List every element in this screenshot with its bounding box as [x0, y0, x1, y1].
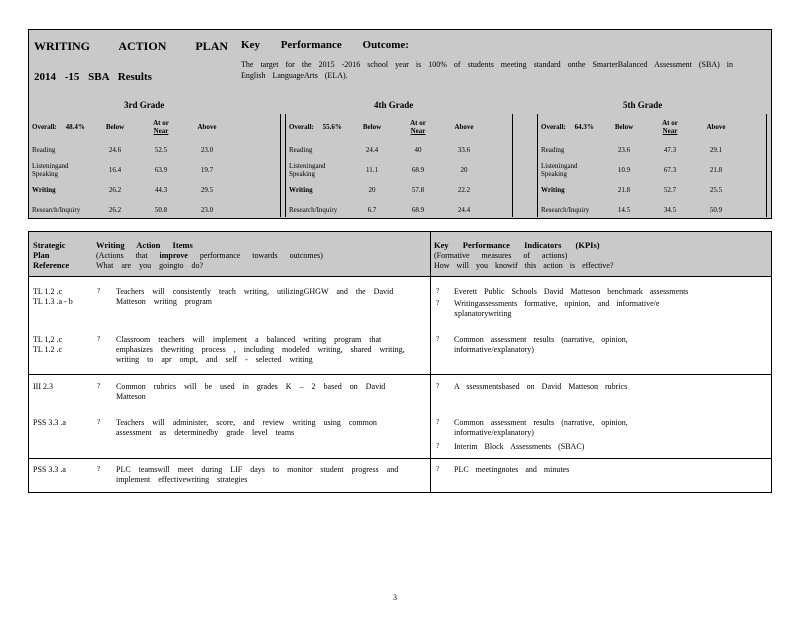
at-or-near-line2: Near — [153, 127, 169, 135]
grade-table-row — [286, 200, 487, 220]
below-value: 20 — [368, 186, 376, 194]
above-value: 22.2 — [457, 186, 471, 194]
column-divider — [430, 232, 431, 492]
grade-4-title: 4th Grade — [374, 100, 414, 110]
col2-header-sub2: What are you goingto do? — [96, 261, 204, 270]
bullet-icon: ? — [436, 382, 440, 390]
at-or-near-line1: At or — [410, 119, 426, 127]
strand-label: Listeningand Speaking — [541, 162, 578, 178]
page-number: 3 — [393, 593, 397, 602]
strand-label: Research/Inquiry — [541, 206, 590, 214]
row2-kpi1: Common assessment results (narrative, opinion, informative/explanatory) — [454, 335, 628, 354]
above-value: 25.5 — [709, 186, 723, 194]
row4-kpi1: Common assessment results (narrative, opinion, informative/explanatory) — [454, 418, 628, 437]
strand-label: Reading — [541, 146, 565, 154]
row5-ref1: PSS 3.3 .a — [33, 465, 66, 474]
row2-ref2: TL 1.2 .c — [33, 345, 63, 354]
strand-label: Research/Inquiry — [289, 206, 338, 214]
at-or-near-header — [647, 114, 693, 140]
grade-results-table — [29, 114, 230, 220]
at-or-near-line1: At or — [153, 119, 169, 127]
overall-value: 64.3% — [574, 123, 594, 131]
bullet-icon: ? — [436, 335, 440, 343]
col2-sub1-a: (Actions that — [96, 251, 148, 260]
row5-kpi1: PLC meetingnotes and minutes — [454, 465, 570, 474]
row1-kpi2: Writingassessments formative, opinion, and informative/e xplanatorywriting — [454, 299, 660, 318]
below-header: Below — [614, 123, 634, 131]
grade-3-title: 3rd Grade — [124, 100, 165, 110]
row2-action: Classroom teachers will implement a balanced writing program that emphasizes thewriting process , including modeled writing, shared writing, writing to apr ompt, and self - selected writing — [116, 335, 405, 364]
strand-label: Reading — [32, 146, 56, 154]
row2-ref1: TL 1,2 .c — [33, 335, 63, 344]
bullet-icon: ? — [97, 418, 101, 426]
below-value: 11.1 — [366, 166, 378, 174]
near-value: 68.9 — [411, 206, 425, 214]
grade-table-row — [286, 180, 487, 200]
below-value: 21.8 — [617, 186, 631, 194]
below-value: 26.2 — [108, 206, 122, 214]
above-value: 19.7 — [200, 166, 214, 174]
near-value: 67.3 — [663, 166, 677, 174]
col3-header-sub2: How will you knowif this action is effective? — [434, 261, 614, 270]
grade-table-row — [538, 140, 739, 160]
col1-header-line3: Reference — [33, 260, 70, 270]
below-value: 24.6 — [108, 146, 122, 154]
below-value: 10.9 — [617, 166, 631, 174]
strand-label: Research/Inquiry — [32, 206, 81, 214]
above-value: 29.5 — [200, 186, 214, 194]
kpo-label: Key Performance Outcome: — [241, 39, 409, 51]
bullet-icon: ? — [436, 442, 440, 450]
overall-value: 48.4% — [65, 123, 85, 131]
at-or-near-header — [395, 114, 441, 140]
above-value: 29.1 — [709, 146, 723, 154]
bullet-icon: ? — [436, 465, 440, 473]
row-divider — [29, 458, 771, 459]
above-value: 24.4 — [457, 206, 471, 214]
near-value: 44.3 — [154, 186, 168, 194]
near-value: 50.8 — [154, 206, 168, 214]
bullet-icon: ? — [436, 299, 440, 307]
row4-ref1: PSS 3.3 .a — [33, 418, 66, 427]
below-value: 23.6 — [617, 146, 631, 154]
col1-header-line2: Plan — [33, 250, 50, 260]
col3-header-title: Key Performance Indicators (KPIs) — [434, 240, 600, 250]
strand-label: Writing — [32, 186, 56, 194]
results-header-box — [28, 29, 772, 219]
grade-table-header — [538, 114, 739, 140]
overall-cell — [286, 114, 349, 140]
overall-label: Overall: — [541, 123, 566, 131]
grade-5-title: 5th Grade — [623, 100, 663, 110]
above-value: 20 — [460, 166, 468, 174]
below-value: 26.2 — [108, 186, 122, 194]
above-value: 21.8 — [709, 166, 723, 174]
above-value: 33.6 — [457, 146, 471, 154]
grade-table-header — [29, 114, 230, 140]
col2-header-title: Writing Action Items — [96, 240, 193, 250]
grade-table-row — [29, 180, 230, 200]
grade-results-table — [538, 114, 739, 220]
below-value: 6.7 — [367, 206, 377, 214]
overall-value: 55.6% — [322, 123, 342, 131]
grade-3-table — [29, 114, 281, 217]
col1-header-line1: Strategic — [33, 240, 66, 250]
above-header: Above — [706, 123, 726, 131]
near-value: 57.8 — [411, 186, 425, 194]
bullet-icon: ? — [436, 418, 440, 426]
at-or-near-line1: At or — [662, 119, 678, 127]
grade-table-row — [538, 160, 739, 180]
near-value: 52.5 — [154, 146, 168, 154]
action-plan-table — [28, 231, 772, 493]
below-header: Below — [105, 123, 125, 131]
bullet-icon: ? — [97, 335, 101, 343]
overall-cell — [29, 114, 92, 140]
above-value: 23.0 — [200, 206, 214, 214]
bullet-icon: ? — [97, 287, 101, 295]
grade-table-header — [286, 114, 487, 140]
col2-sub1-c: performance towards outcomes) — [199, 251, 323, 260]
row3-kpi1: A ssessmentsbased on David Matteson rubrics — [454, 382, 628, 391]
at-or-near-header — [138, 114, 184, 140]
near-value: 63.9 — [154, 166, 168, 174]
near-value: 47.3 — [663, 146, 677, 154]
row5-action: PLC teamswill meet during LIF days to monitor student progress and implement effectivewriting strategies — [116, 465, 399, 484]
col3-header-sub1: (Formative measures of actions) — [434, 251, 568, 260]
row3-action: Common rubrics will be used in grades K – 2 based on David Matteson — [116, 382, 386, 401]
bullet-icon: ? — [436, 287, 440, 295]
strand-label: Writing — [289, 186, 313, 194]
sba-results-subtitle: 2014 -15 SBA Results — [34, 71, 152, 83]
row1-action: Teachers will consistently teach writing, utilizingGHGW and the David Matteson writing program — [116, 287, 394, 306]
near-value: 40 — [414, 146, 422, 154]
grade-table-row — [286, 140, 487, 160]
below-header: Below — [362, 123, 382, 131]
strand-label: Listeningand Speaking — [32, 162, 69, 178]
grade-table-row — [29, 160, 230, 180]
row-divider — [29, 374, 771, 375]
below-value: 24.4 — [365, 146, 379, 154]
table-header — [29, 232, 771, 277]
strand-label: Listeningand Speaking — [289, 162, 326, 178]
at-or-near-line2: Near — [662, 127, 678, 135]
overall-cell — [538, 114, 601, 140]
above-value: 50.9 — [709, 206, 723, 214]
row1-kpi1: Everett Public Schools David Matteson benchmark assessments — [454, 287, 689, 296]
strand-label: Reading — [289, 146, 313, 154]
col2-header-sub1 — [96, 251, 323, 261]
grade-results-table — [286, 114, 487, 220]
bullet-icon: ? — [97, 465, 101, 473]
above-value: 23.0 — [200, 146, 214, 154]
grade-5-table — [537, 114, 767, 217]
row3-ref1: III 2.3 — [33, 382, 53, 391]
page-title: WRITING ACTION PLAN — [34, 39, 229, 53]
row4-kpi2: Interim Block Assessments (SBAC) — [454, 442, 585, 451]
near-value: 68.9 — [411, 166, 425, 174]
below-value: 14.5 — [617, 206, 631, 214]
bullet-icon: ? — [97, 382, 101, 390]
row1-ref1: TL 1.2 .c — [33, 287, 63, 296]
grade-table-row — [538, 180, 739, 200]
near-value: 34.5 — [663, 206, 677, 214]
grade-table-row — [29, 200, 230, 220]
grade-4-table — [285, 114, 513, 217]
row4-action: Teachers will administer, score, and review writing using common assessment as determinedby grade level teams — [116, 418, 377, 437]
above-header: Above — [454, 123, 474, 131]
overall-label: Overall: — [289, 123, 314, 131]
overall-label: Overall: — [32, 123, 57, 131]
row1-ref2: TL 1.3 .a - b — [33, 297, 73, 306]
grade-table-row — [286, 160, 487, 180]
strand-label: Writing — [541, 186, 565, 194]
grade-table-row — [538, 200, 739, 220]
near-value: 52.7 — [663, 186, 677, 194]
above-header: Above — [197, 123, 217, 131]
col2-sub1-b: improve — [159, 251, 188, 260]
target-text: The target for the 2015 -2016 school year is 100% of students meeting standard onthe SmarterBalanced Assessment (SBA) in English LanguageArts (ELA). — [241, 60, 733, 80]
below-value: 16.4 — [108, 166, 122, 174]
at-or-near-line2: Near — [410, 127, 426, 135]
grade-table-row — [29, 140, 230, 160]
